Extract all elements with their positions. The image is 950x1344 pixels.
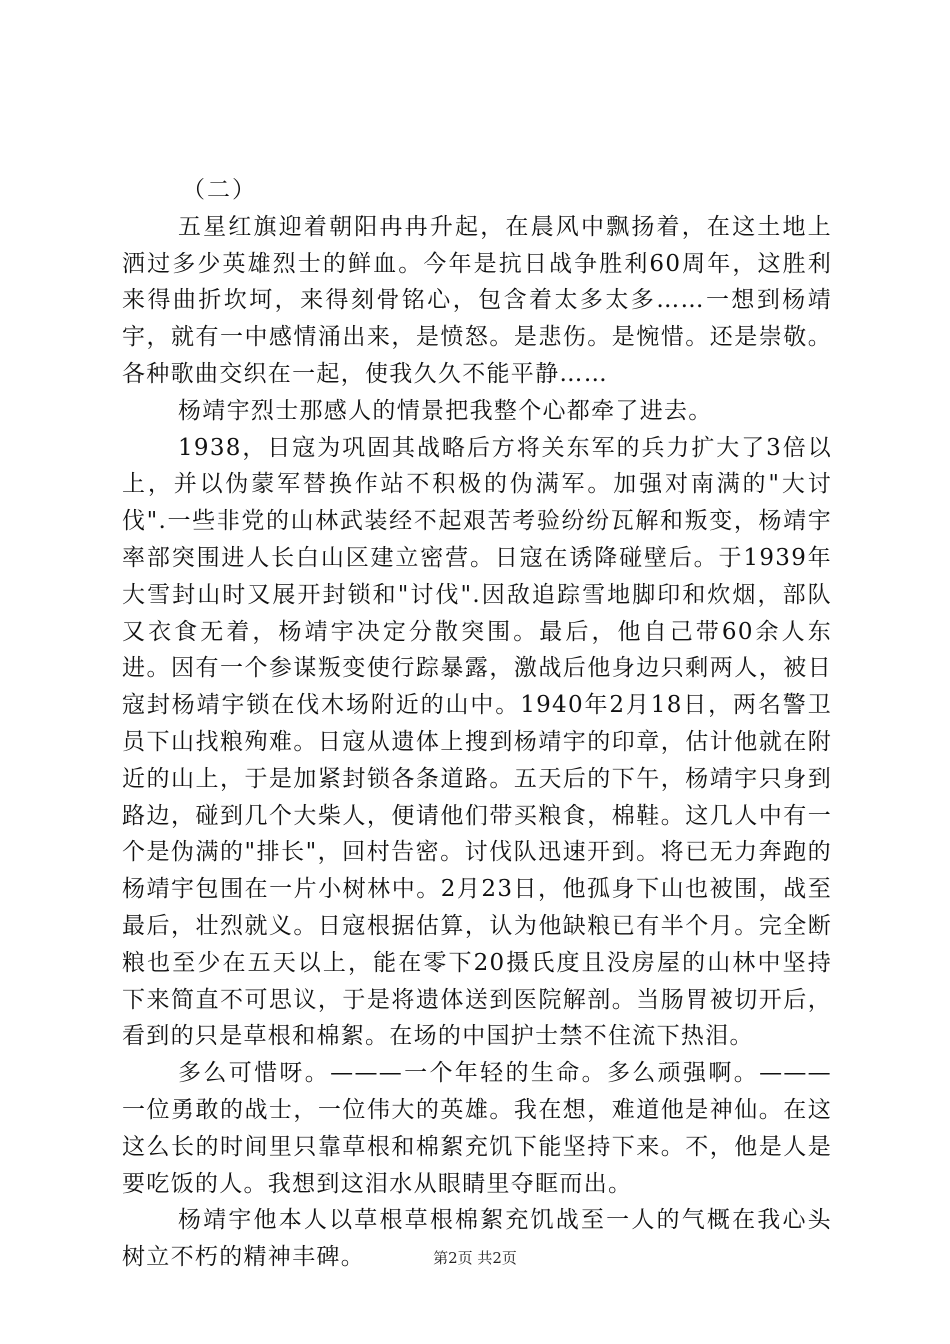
paragraph-2: 杨靖宇烈士那感人的情景把我整个心都牵了进去。 <box>178 397 713 424</box>
paragraph-1: 五星红旗迎着朝阳冉冉升起，在晨风中飘扬着，在这土地上洒过多少英雄烈士的鲜血。今年是抗日战争胜利60周年，这胜利来得曲折坎坷，来得刻骨铭心，包含着太多太多……一想到杨靖宇，就有一中感情涌出来，是愤怒。是悲伤。是惋惜。还是崇敬。各种歌曲交织在一起，使我久久不能平静…… <box>122 213 832 387</box>
page-number-footer: 第2页 共2页 <box>433 1249 517 1267</box>
section-heading: （二） <box>182 177 257 203</box>
paragraph-4: 多么可惜呀。———一个年轻的生命。多么顽强啊。———一位勇敢的战士，一位伟大的英雄。我在想，难道他是神仙。在这这么长的时间里只靠草根和棉絮充饥下能坚持下来。不，他是人是要吃饭的人。我想到这泪水从眼睛里夺眶而出。 <box>122 1060 832 1197</box>
paragraph-3: 1938，日寇为巩固其战略后方将关东军的兵力扩大了3倍以上，并以伪蒙军替换作站不积极的伪满军。加强对南满的"大讨伐".一些非党的山林武装经不起艰苦考验纷纷瓦解和叛变，杨靖宇率部突围进人长白山区建立密营。日寇在诱降碰壁后。于1939年大雪封山时又展开封锁和"讨伐".因敌追踪雪地脚印和炊烟，部队又衣食无着，杨靖宇决定分散突围。最后，他自己带60余人东进。因有一个参谋叛变使行踪暴露，激战后他身边只剩两人，被日寇封杨靖宇锁在伐木场附近的山中。1940年2月18日，两名警卫员下山找粮殉难。日寇从遗体上搜到杨靖宇的印章，估计他就在附近的山上，于是加紧封锁各条道路。五天后的下午，杨靖宇只身到路边，碰到几个大柴人，便请他们带买粮食，棉鞋。这几人中有一个是伪满的"排长"，回村告密。讨伐队迅速开到。将已无力奔跑的杨靖宇包围在一片小树林中。2月23日，他孤身下山也被围，战至最后，壮烈就义。日寇根据估算，认为他缺粮已有半个月。完全断粮也至少在五天以上，能在零下20摄氏度且没房屋的山林中坚持下来简直不可思议，于是将遗体送到医院解剖。当肠胃被切开后，看到的只是草根和棉絮。在场的中国护士禁不住流下热泪。 <box>122 434 832 1050</box>
document-body <box>122 172 832 1276</box>
paragraph-5: 杨靖宇他本人以草根草根棉絮充饥战至一人的气概在我心头树立不朽的精神丰碑。 <box>122 1207 832 1271</box>
